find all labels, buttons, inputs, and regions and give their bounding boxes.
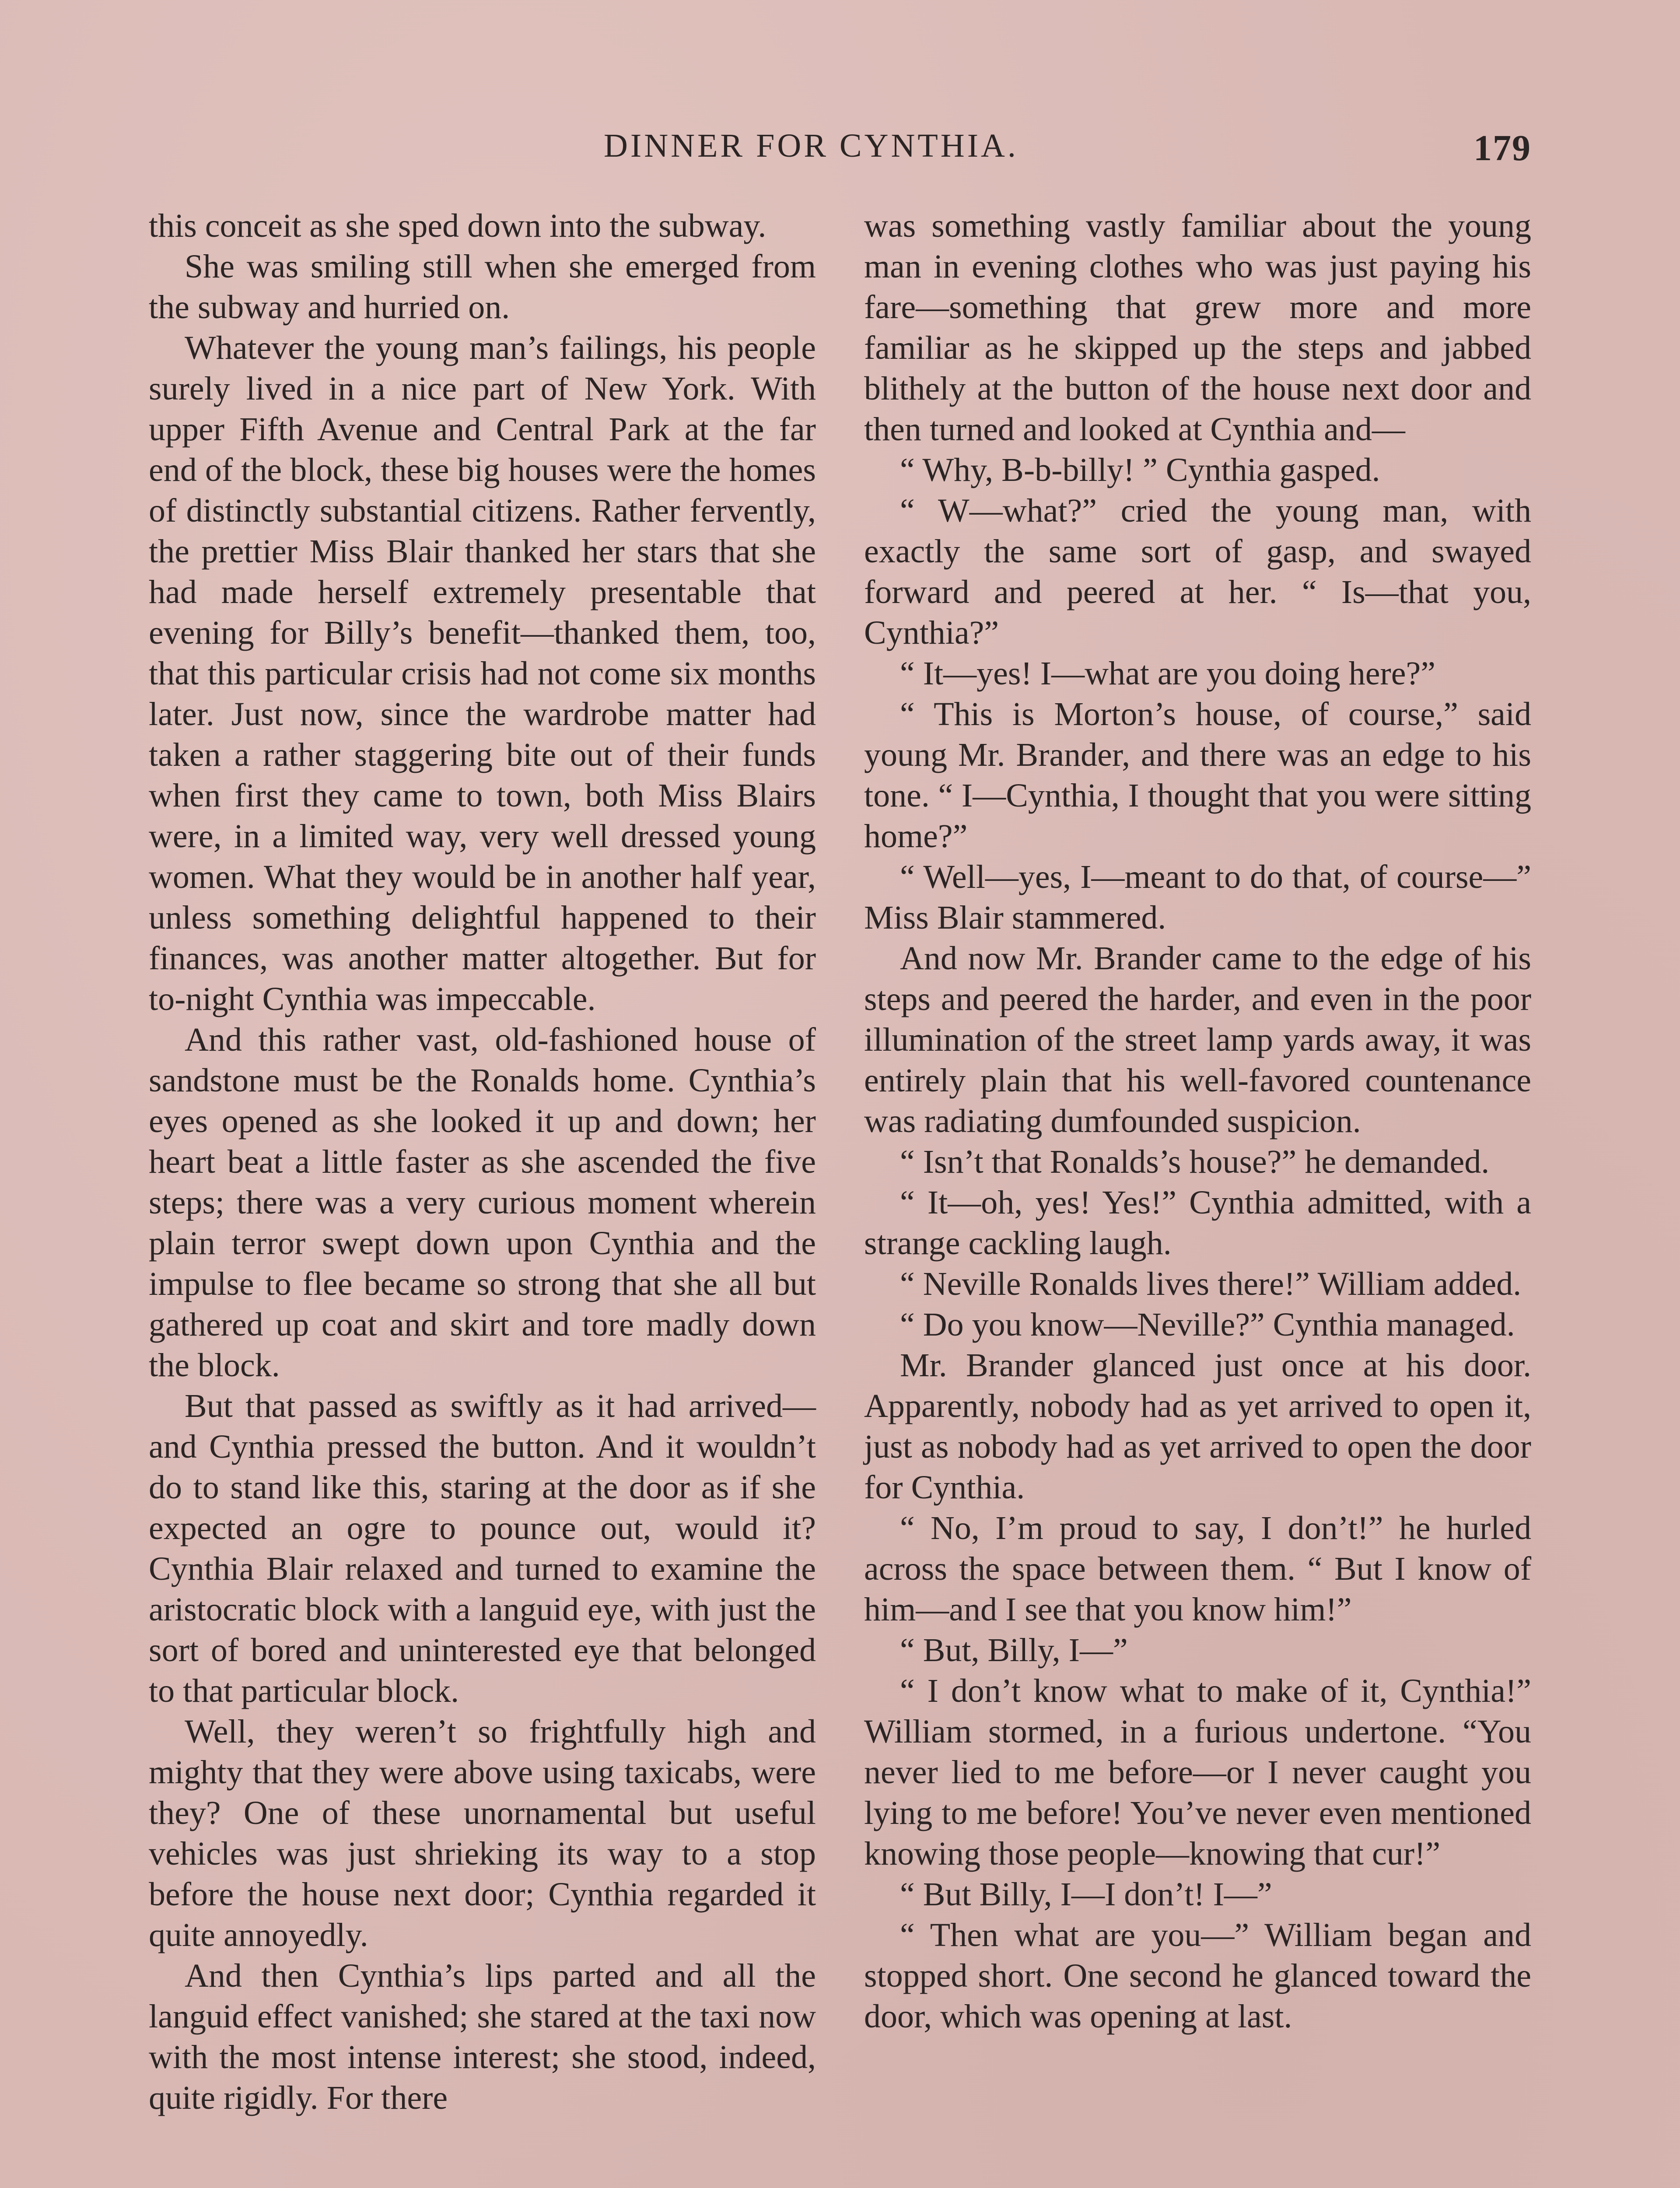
paragraph: this conceit as she sped down into the subway. bbox=[149, 207, 766, 244]
paragraph: “ Neville Ronalds lives there!” William added. bbox=[900, 1266, 1522, 1302]
paragraph: “ W—what?” cried the young man, with exactly the same sort of gasp, and swayed forward and peered at her. “ Is—that you, Cynthia?” bbox=[864, 492, 1531, 651]
right-column bbox=[864, 206, 1531, 2188]
paragraph: was something vastly familiar about the young man in evening clothes who was just paying his fare—something that grew more and more familiar as he skipped up the steps and jabbed blithely at the button of the house next door and then turned and looked at Cynthia and— bbox=[864, 207, 1531, 448]
text-columns bbox=[149, 206, 1531, 2188]
paragraph: “ Why, B-b-billy! ” Cynthia gasped. bbox=[900, 452, 1380, 488]
paragraph: “ But Billy, I—I don’t! I—” bbox=[900, 1876, 1272, 1913]
paragraph: “ I don’t know what to make of it, Cynthia!” William stormed, in a furious undertone. “You never lied to me before—or I never caught you lying to me before! You’ve never even mentioned knowing those people—knowing that cur!” bbox=[864, 1673, 1531, 1872]
paragraph: Mr. Brander glanced just once at his door. Apparently, nobody had as yet arrived to open it, just as nobody had as yet arrived to open the door for Cynthia. bbox=[864, 1347, 1531, 1506]
paragraph: “ Isn’t that Ronalds’s house?” he demanded. bbox=[900, 1143, 1490, 1180]
paragraph: But that passed as swiftly as it had arrived—and Cynthia pressed the button. And it wouldn’t do to stand like this, staring at the door as if she expected an ogre to pounce out, would it? Cynthia Blair relaxed and turned to examine the aristocratic block with a languid eye, with just the sort of bored and uninterested eye that belonged to that particular block. bbox=[149, 1388, 816, 1709]
paragraph: “ This is Morton’s house, of course,” said young Mr. Brander, and there was an edge to his tone. “ I—Cynthia, I thought that you were sitting home?” bbox=[864, 696, 1531, 855]
paragraph: “ But, Billy, I—” bbox=[900, 1632, 1128, 1669]
page-number: 179 bbox=[1474, 128, 1531, 168]
paragraph: She was smiling still when she emerged from the subway and hurried on. bbox=[149, 248, 816, 326]
paragraph: Whatever the young man’s failings, his people surely lived in a nice part of New York. With upper Fifth Avenue and Central Park at the far end of the block, these big houses were the homes of distinctly substantial citizens. Rather fervently, the prettier Miss Blair thanked her stars that she had made herself extremely presentable that evening for Billy’s benefit—thanked them, too, that this particular crisis had not come six months later. Just now, since the wardrobe matter had taken a rather staggering bite out of their funds when first they came to town, both Miss Blairs were, in a limited way, very well dressed young women. What they would be in another half year, unless something delightful happened to their finances, was another matter altogether. But for to-night Cynthia was impeccable. bbox=[149, 330, 816, 1017]
paragraph: “ It—oh, yes! Yes!” Cynthia admitted, with a strange cackling laugh. bbox=[864, 1184, 1531, 1262]
paragraph: “ It—yes! I—what are you doing here?” bbox=[900, 655, 1435, 692]
paragraph: Well, they weren’t so frightfully high and mighty that they were above using taxicabs, were they? One of these unornamental but useful vehicles was just shrieking its way to a stop before the house next door; Cynthia regarded it quite annoyedly. bbox=[149, 1713, 816, 1953]
running-title: DINNER FOR CYNTHIA. bbox=[604, 127, 1018, 164]
page-header bbox=[149, 127, 1531, 175]
paragraph: And now Mr. Brander came to the edge of his steps and peered the harder, and even in the poor illumination of the street lamp yards away, it was entirely plain that his well-favored countenance was radiating dumfounded suspicion. bbox=[864, 940, 1531, 1140]
paragraph: “ Do you know—Neville?” Cynthia managed. bbox=[900, 1306, 1515, 1343]
paragraph: “ Well—yes, I—meant to do that, of course—” Miss Blair stammered. bbox=[864, 859, 1531, 936]
paragraph: And this rather vast, old-fashioned house of sandstone must be the Ronalds home. Cynthia’s eyes opened as she looked it up and down; her heart beat a little faster as she ascended the five steps; there was a very curious moment wherein plain terror swept down upon Cynthia and the impulse to flee became so strong that she all but gathered up coat and skirt and tore madly down the block. bbox=[149, 1021, 816, 1384]
paragraph: “ Then what are you—” William began and stopped short. One second he glanced toward the door, which was opening at last. bbox=[864, 1917, 1531, 2035]
paragraph: And then Cynthia’s lips parted and all the languid effect vanished; she stared at the taxi now with the most intense interest; she stood, indeed, quite rigidly. For there bbox=[149, 1957, 816, 2116]
paragraph: “ No, I’m proud to say, I don’t!” he hurled across the space between them. “ But I know of him—and I see that you know him!” bbox=[864, 1510, 1531, 1628]
left-column bbox=[149, 206, 816, 2188]
